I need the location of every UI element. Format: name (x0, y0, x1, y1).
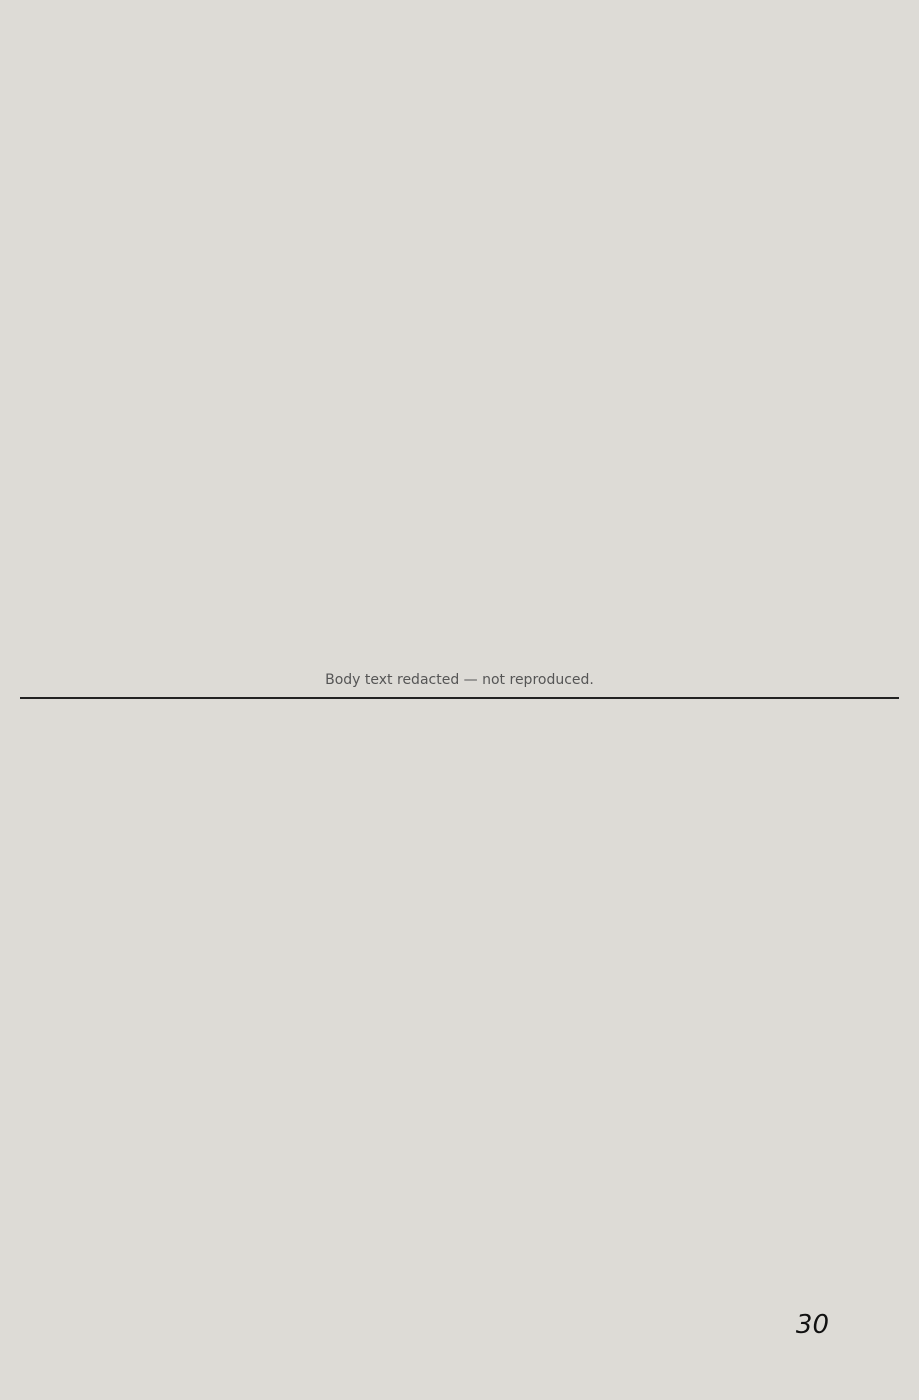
page-number: 30 (795, 1310, 829, 1340)
redaction-notice: Body text redacted — not reproduced. (325, 672, 594, 688)
text-block-top (20, 75, 899, 675)
text-block-bottom (20, 715, 899, 1315)
section-divider (20, 697, 899, 699)
